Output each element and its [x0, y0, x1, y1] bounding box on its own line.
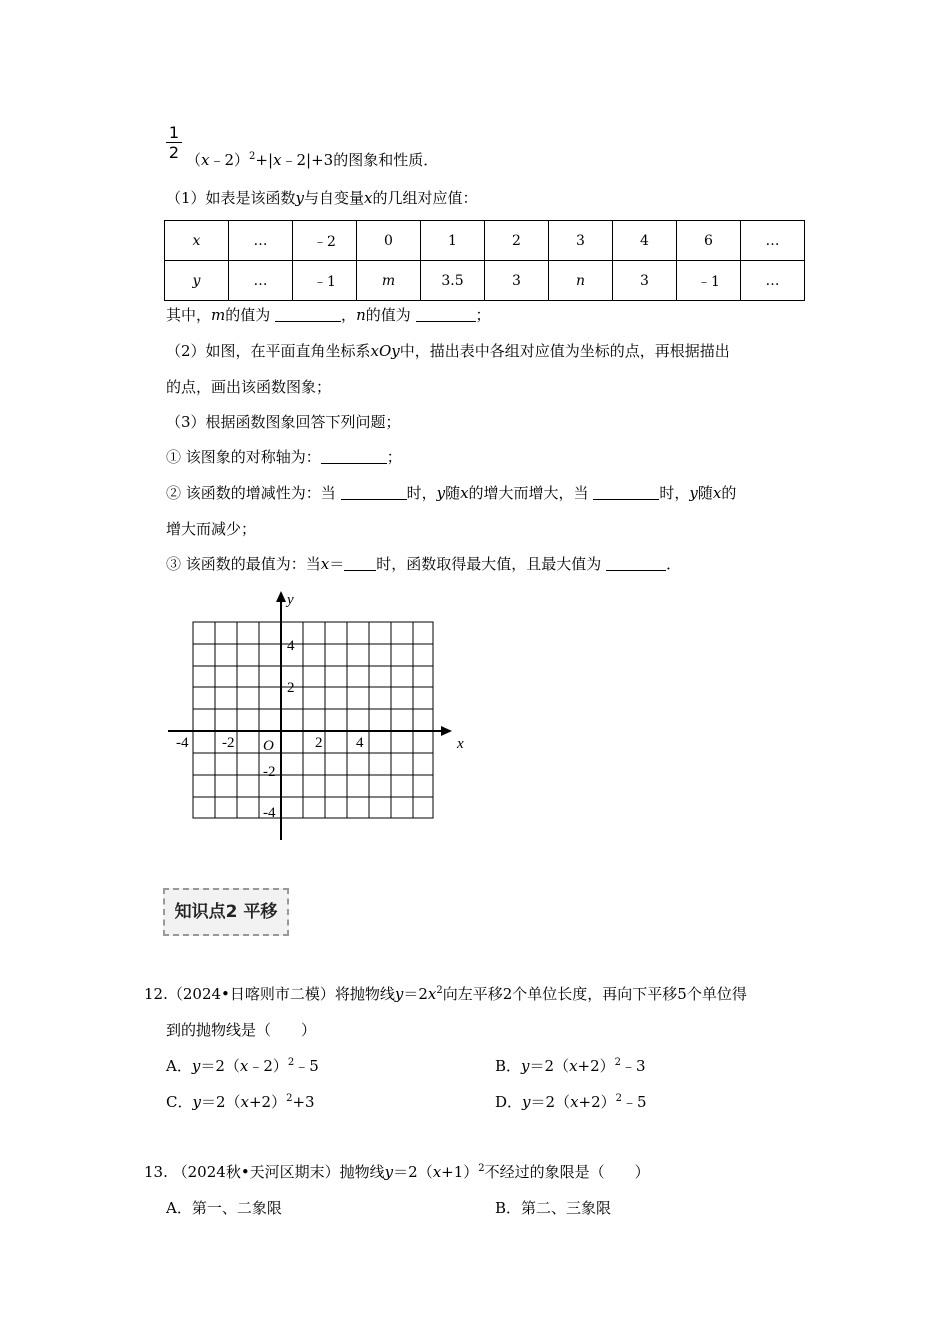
part1-text: （1）如表是该函数y与自变量x的几组对应值：	[166, 189, 478, 207]
problem-13-stem: 13. （2024秋•天河区期末）抛物线$y=2(x+1)^2$不经过的象限是（ ）	[144, 1163, 650, 1181]
table-cell: 2	[485, 221, 549, 261]
table-header-x: x	[165, 221, 229, 261]
part3-line: （3）根据函数图象回答下列问题；	[166, 413, 401, 431]
value-table	[164, 220, 805, 301]
y-tick-label: -2	[263, 764, 276, 780]
table-cell: …	[229, 261, 293, 301]
table-header-y: y	[165, 261, 229, 301]
blank-decrease[interactable]	[593, 485, 659, 500]
question-monotonic: ② 该函数的增减性为：当 时，y随x的增大而增大，当 时，y随x的	[166, 484, 737, 502]
table-row-y	[165, 261, 805, 301]
table-cell: 0	[357, 221, 421, 261]
fraction-numerator: 1	[168, 123, 180, 142]
y-tick-label: -4	[263, 805, 276, 821]
coordinate-grid	[160, 586, 464, 846]
table-row-x	[165, 221, 805, 261]
question-maximum: ③ 该函数的最值为：当x＝ 时，函数取得最大值，且最大值为 ．	[166, 555, 682, 573]
table-cell: 1	[421, 221, 485, 261]
x-tick-label: 4	[356, 735, 364, 751]
blank-axis[interactable]	[321, 449, 387, 464]
y-tick-label: 4	[287, 638, 295, 654]
option-b[interactable]: B．$y=2(x+2)^2﹣3$	[495, 1057, 646, 1075]
option-a[interactable]: A．第一、二象限	[166, 1199, 282, 1217]
fraction-one-half	[166, 124, 182, 161]
part2-line2: 的点，画出该函数图象；	[166, 378, 332, 396]
x-tick-label: -4	[176, 735, 189, 751]
function-formula: （x﹣2）$^2$+|x﹣2|+3的图象和性质．	[186, 151, 439, 169]
table-cell: 3	[549, 221, 613, 261]
blank-m[interactable]	[275, 307, 341, 322]
table-cell: 3.5	[421, 261, 485, 301]
option-a[interactable]: A．y＝2（x﹣2）$^2$﹣5	[166, 1057, 319, 1075]
option-d[interactable]: D．$y=2(x+2)^2﹣5$	[495, 1093, 647, 1111]
option-b[interactable]: B．第二、三象限	[495, 1199, 612, 1217]
table-cell: ﹣1	[677, 261, 741, 301]
answer-mn-line: 其中，m的值为 ，n的值为 ；	[166, 306, 491, 324]
blank-x-max[interactable]	[344, 556, 376, 571]
y-axis-label: y	[287, 592, 294, 608]
question-axis: ① 该图象的对称轴为： ；	[166, 448, 402, 466]
blank-increase[interactable]	[341, 485, 407, 500]
table-cell: m	[357, 261, 421, 301]
table-cell: 6	[677, 221, 741, 261]
x-tick-label: 2	[315, 735, 323, 751]
table-cell: …	[741, 261, 805, 301]
fraction-denominator: 2	[168, 143, 180, 162]
x-axis-arrow-icon	[441, 726, 452, 736]
y-axis-arrow-icon	[276, 591, 286, 602]
y-tick-label: 2	[287, 680, 295, 696]
grid-lines	[193, 622, 433, 818]
problem-12-stem: 12.（2024•日喀则市二模）将抛物线$y=2x^2$向左平移2个单位长度，再向下平移5个单位得	[144, 985, 747, 1003]
part2-line1: （2）如图，在平面直角坐标系xOy中，描出表中各组对应值为坐标的点，再根据描出	[166, 342, 730, 360]
table-cell: 4	[613, 221, 677, 261]
problem-12-stem-line2: 到的抛物线是（ ）	[166, 1021, 317, 1039]
x-axis-label: x	[457, 736, 464, 752]
blank-max-value[interactable]	[606, 556, 666, 571]
table-cell: …	[229, 221, 293, 261]
table-cell: …	[741, 221, 805, 261]
origin-label: O	[263, 738, 274, 754]
x-tick-label: -2	[222, 735, 235, 751]
option-c[interactable]: C．$y=2(x+2)^2+3$	[166, 1093, 315, 1111]
table-cell: ﹣2	[293, 221, 357, 261]
table-cell: 3	[485, 261, 549, 301]
table-cell: n	[549, 261, 613, 301]
table-cell: 3	[613, 261, 677, 301]
question-monotonic-line2: 增大而减少；	[166, 520, 257, 538]
blank-n[interactable]	[416, 307, 476, 322]
knowledge-point-box: 知识点2 平移	[163, 888, 289, 936]
table-cell: ﹣1	[293, 261, 357, 301]
